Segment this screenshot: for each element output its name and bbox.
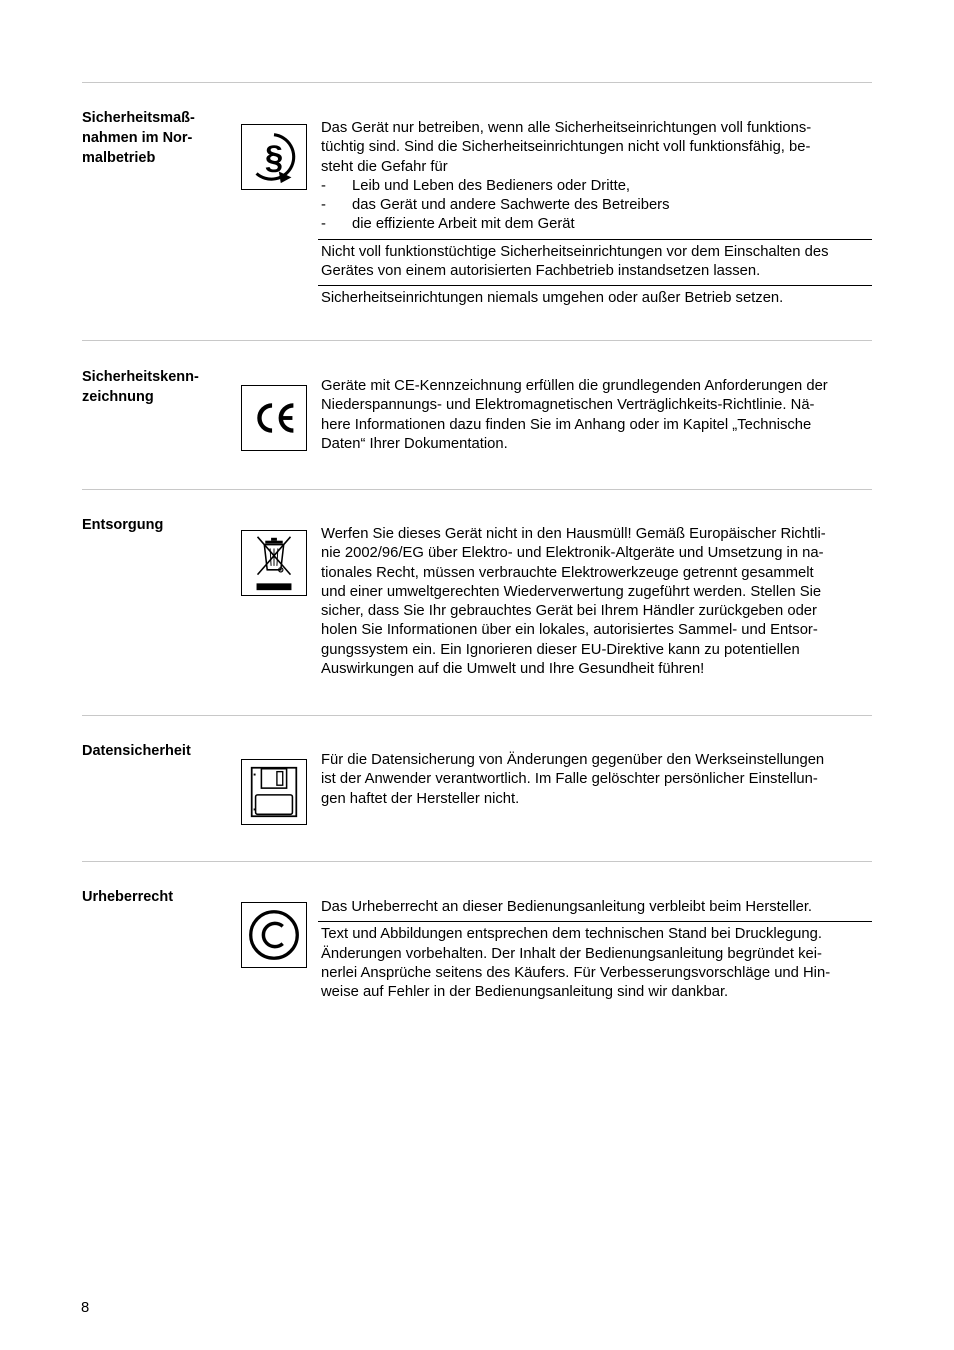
text-line: tionales Recht, müssen verbrauchte Elektrowerkzeuge getrennt gesammelt xyxy=(321,564,814,581)
text-line: nie 2002/96/EG über Elektro- und Elektronik-Altgeräte und Umsetzung in na- xyxy=(321,545,824,562)
list-item-text: Leib und Leben des Bedieners oder Dritte, xyxy=(352,177,631,194)
list-dash: - xyxy=(321,177,326,194)
text-line: Auswirkungen auf die Umwelt und Ihre Gesundheit führen! xyxy=(321,661,705,678)
text-line: Daten“ Ihrer Dokumentation. xyxy=(321,435,508,452)
text-line: steht die Gefahr für xyxy=(321,158,448,175)
list-item xyxy=(321,196,869,215)
section-divider xyxy=(82,489,872,490)
text-line: holen Sie Informationen über ein lokales, autorisiertes Sammel- und Entsor- xyxy=(321,622,818,639)
section-divider xyxy=(82,861,872,862)
section-title-copyright xyxy=(82,887,232,907)
section-title-data-security xyxy=(82,741,232,761)
intro-paragraph xyxy=(318,119,872,177)
section-body-data-security xyxy=(318,751,872,809)
text-line: Text und Abbildungen entsprechen dem technischen Stand bei Drucklegung. xyxy=(321,926,822,943)
title-line: zeichnung xyxy=(82,389,154,405)
title-line: Entsorgung xyxy=(82,517,164,533)
section-divider xyxy=(82,340,872,341)
list-dash: - xyxy=(321,216,326,233)
section-body-copyright xyxy=(318,898,872,1002)
paragraph-cycle-icon xyxy=(241,124,307,190)
ce-mark-icon xyxy=(241,385,307,451)
section-title-safety-measures xyxy=(82,108,232,168)
floppy-disk-icon xyxy=(241,759,307,825)
copyright-icon xyxy=(241,902,307,968)
title-line: Sicherheitskenn- xyxy=(82,369,199,385)
ce-paragraph xyxy=(318,377,872,454)
hazard-list xyxy=(318,177,872,235)
list-item-text: das Gerät und andere Sachwerte des Betreibers xyxy=(352,197,670,214)
text-line: Sicherheitseinrichtungen niemals umgehen oder außer Betrieb setzen. xyxy=(321,290,784,307)
section-title-disposal xyxy=(82,515,232,535)
text-line: Gerätes von einem autorisierten Fachbetrieb instandsetzen lassen. xyxy=(321,263,761,280)
page-number: 8 xyxy=(81,1300,90,1316)
text-line: tüchtig sind. Sind die Sicherheitseinrichtungen nicht voll funktionsfähig, be- xyxy=(321,139,811,156)
top-rule xyxy=(82,82,872,83)
svg-text:§: § xyxy=(264,138,284,176)
disposal-paragraph xyxy=(318,525,872,679)
section-body-disposal xyxy=(318,525,872,679)
text-line: weise auf Fehler in der Bedienungsanleitung sind wir dankbar. xyxy=(321,984,729,1001)
disclaimer-paragraph xyxy=(318,921,872,1002)
title-line: Sicherheitsmaß- xyxy=(82,110,195,126)
title-line: nahmen im Nor- xyxy=(82,130,193,146)
text-line: Niederspannungs- und Elektromagnetischen Verträglichkeits-Richtlinie. Nä- xyxy=(321,397,815,414)
list-item-text: die effiziente Arbeit mit dem Gerät xyxy=(352,216,575,233)
title-line: malbetrieb xyxy=(82,150,156,166)
text-line: Änderungen vorbehalten. Der Inhalt der Bedienungsanleitung begründet kei- xyxy=(321,945,822,962)
text-line: Für die Datensicherung von Änderungen gegenüber den Werkseinstellungen xyxy=(321,752,825,768)
text-line: Geräte mit CE-Kennzeichnung erfüllen die grundlegenden Anforderungen der xyxy=(321,378,828,394)
text-line: Nicht voll funktionstüchtige Sicherheitseinrichtungen vor dem Einschalten des xyxy=(321,243,829,260)
bypass-warning-paragraph xyxy=(318,285,872,308)
text-line: sicher, dass Sie Ihr gebrauchtes Gerät bei Ihrem Händler zurückgeben oder xyxy=(321,603,817,620)
text-line: gen haftet der Hersteller nicht. xyxy=(321,790,520,807)
text-line: nerlei Ansprüche seitens des Käufers. Für Verbesserungsvorschläge und Hin- xyxy=(321,964,831,981)
copyright-paragraph xyxy=(318,898,872,917)
section-title-safety-marking xyxy=(82,367,232,407)
section-body-safety-marking xyxy=(318,377,872,454)
section-divider xyxy=(82,715,872,716)
text-line: und einer umweltgerechten Wiederverwertung zugeführt werden. Stellen Sie xyxy=(321,583,822,600)
text-line: Das Urheberrecht an dieser Bedienungsanleitung verbleibt beim Hersteller. xyxy=(321,899,813,915)
list-item xyxy=(321,177,869,196)
title-line: Datensicherheit xyxy=(82,743,191,759)
text-line: Das Gerät nur betreiben, wenn alle Sicherheitseinrichtungen voll funktions- xyxy=(321,120,812,136)
text-line: ist der Anwender verantwortlich. Im Falle gelöschter persönlicher Einstellun- xyxy=(321,771,818,788)
section-body-safety-measures xyxy=(318,119,872,309)
text-line: here Informationen dazu finden Sie im Anhang oder im Kapitel „Technische xyxy=(321,416,812,433)
data-security-paragraph xyxy=(318,751,872,809)
text-line: Werfen Sie dieses Gerät nicht in den Hausmüll! Gemäß Europäischer Richtli- xyxy=(321,526,826,542)
text-line: gungssystem ein. Ein Ignorieren dieser EU-Direktive kann zu potentiellen xyxy=(321,641,800,658)
crossed-out-bin-icon xyxy=(241,530,307,596)
list-dash: - xyxy=(321,197,326,214)
repair-paragraph xyxy=(318,239,872,282)
list-item xyxy=(321,215,869,234)
title-line: Urheberrecht xyxy=(82,889,174,905)
